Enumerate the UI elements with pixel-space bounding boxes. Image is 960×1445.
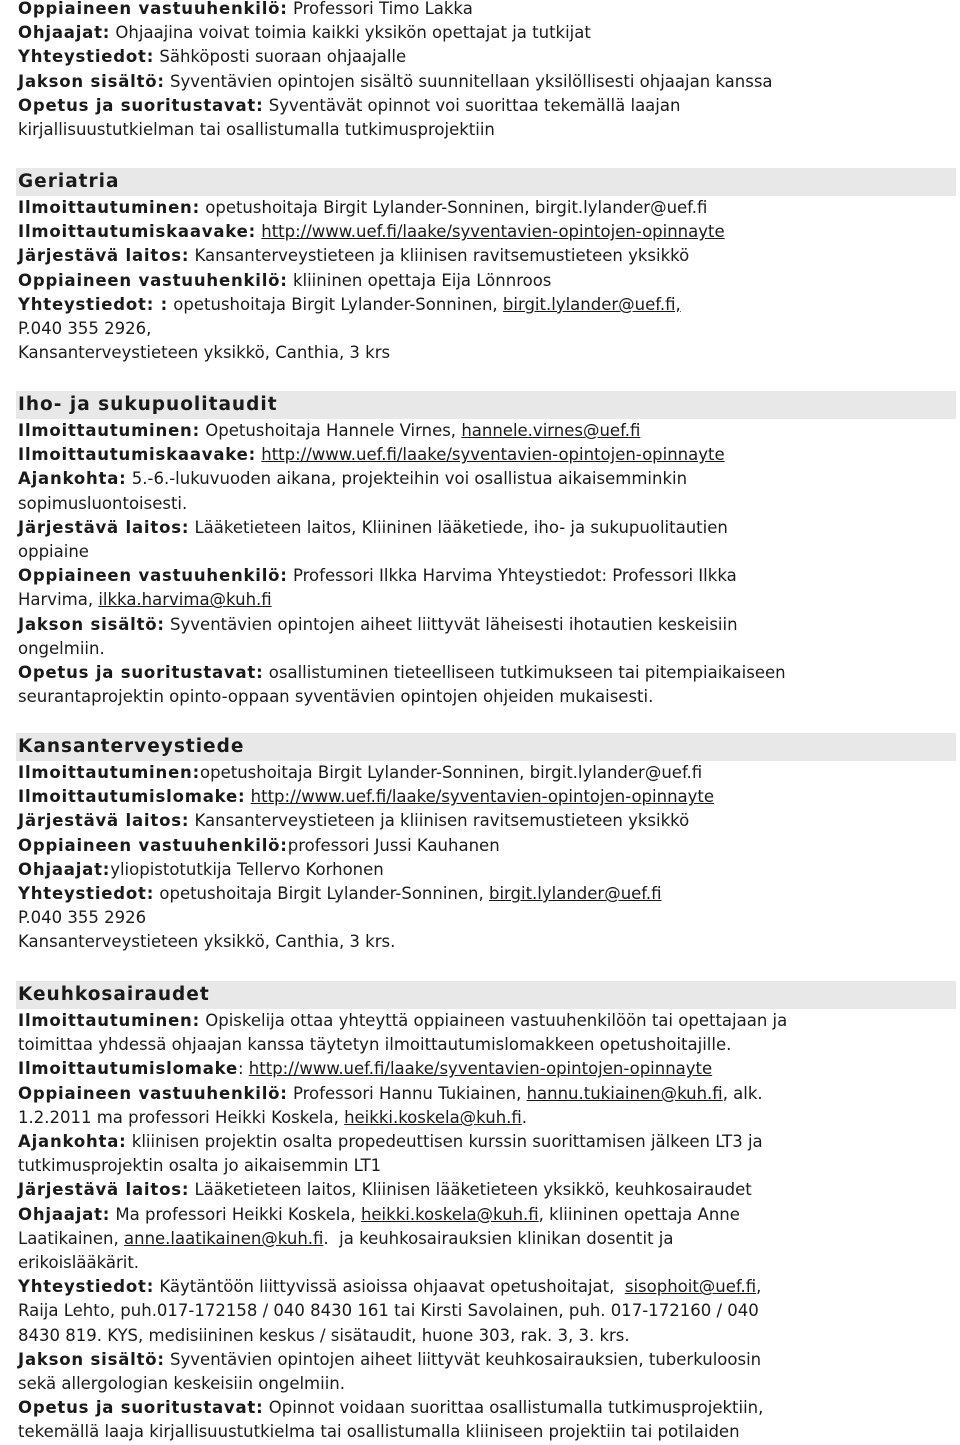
field-value: Kansanterveystieteen ja kliinisen ravitsemustieteen yksikkö [189, 811, 690, 831]
field-label: Yhteystiedot: [18, 47, 155, 67]
text-line [18, 761, 952, 785]
field-value: opetushoitaja Birgit Lylander-Sonninen, birgit.lylander@uef.fi [200, 198, 708, 217]
text-line [18, 540, 952, 564]
field-value: Ma professori Heikki Koskela, [110, 1204, 361, 1224]
field-label: Opetus ja suoritustavat: [18, 1398, 264, 1418]
field-value: seurantaprojektin opinto-oppaan syventävien opintojen ohjeiden mukaisesti. [18, 687, 654, 707]
field-value: Kansanterveystieteen ja kliinisen ravitsemustieteen yksikkö [189, 246, 690, 266]
field-label: Ilmoittautumislomake [18, 1059, 238, 1079]
field-value: professori Jussi Kauhanen [287, 835, 500, 855]
text-line [18, 45, 952, 69]
field-label: Järjestävä laitos: [18, 1180, 190, 1200]
field-value: Raija Lehto, puh.017-172158 / 040 8430 161 tai Kirsti Savolainen, puh. 017-172160 / 040 [18, 1301, 759, 1321]
section-kansanterveystiede [18, 733, 952, 955]
field-label: Järjestävä laitos: [18, 246, 190, 266]
text-line [18, 317, 952, 341]
field-value: , alk. [722, 1083, 763, 1103]
text-line [18, 1396, 952, 1420]
field-value: Professori Ilkka Harvima Yhteystiedot: Professori Ilkka [287, 566, 737, 586]
text-line [18, 516, 952, 540]
text-line [18, 1130, 952, 1154]
text-line [18, 467, 952, 491]
field-label: Ilmoittautumiskaavake: [18, 222, 256, 242]
field-label: Ilmoittautuminen: [18, 198, 200, 217]
text-line [18, 94, 952, 118]
field-value: Ohjaajina voivat toimia kaikki yksikön opettajat ja tutkijat [110, 23, 591, 43]
field-label: Yhteystiedot: [18, 884, 155, 904]
field-value: Harvima, [18, 590, 99, 610]
link[interactable]: anne.laatikainen@kuh.fi [124, 1228, 324, 1248]
text-line [18, 637, 952, 661]
text-line [18, 1203, 952, 1227]
text-line [18, 834, 952, 858]
text-line [18, 492, 952, 516]
text-line [18, 269, 952, 293]
text-line [18, 244, 952, 268]
field-value: toimittaa yhdessä ohjaajan kanssa täytetyn ilmoittautumislomakkeen opetushoitajille. [18, 1035, 732, 1055]
text-line [18, 809, 952, 833]
field-label: Yhteystiedot: [18, 1277, 155, 1297]
text-line [18, 293, 952, 317]
field-value: Syventävien opintojen aiheet liittyvät läheisesti ihotautien keskeisiin [164, 614, 738, 634]
field-value: tutkimusprojektin osalta jo aikaisemmin LT1 [18, 1156, 382, 1176]
link[interactable]: http://www.uef.fi/laake/syventavien-opintojen-opinnayte [248, 1059, 713, 1079]
field-label: Järjestävä laitos: [18, 517, 190, 537]
field-value: yliopistotutkija Tellervo Korhonen [110, 859, 384, 879]
field-value: P.040 355 2926 [18, 908, 147, 928]
field-label: Ohjaajat: [18, 1204, 111, 1224]
field-value: , kliininen opettaja Anne [538, 1204, 740, 1224]
text-line [18, 443, 952, 467]
link[interactable]: hannu.tukiainen@kuh.fi [526, 1083, 723, 1103]
field-value: opetushoitaja Birgit Lylander-Sonninen, [168, 294, 503, 314]
field-value: Opinnot voidaan suorittaa osallistumalla tutkimusprojektiin, [263, 1398, 764, 1418]
text-line [18, 0, 952, 21]
field-value: : [237, 1059, 249, 1079]
link[interactable]: heikki.koskela@kuh.fi [344, 1107, 522, 1127]
field-label: Oppiaineen vastuuhenkilö: [18, 270, 288, 290]
field-label: Jakson sisältö: [18, 71, 165, 91]
text-line [18, 220, 952, 244]
text-line [18, 882, 952, 906]
text-line [18, 1275, 952, 1299]
intro-section [18, 0, 952, 142]
link[interactable]: birgit.lylander@uef.fi, [502, 294, 681, 314]
text-line [18, 341, 952, 365]
field-value: oppiaine [18, 542, 89, 562]
field-value: kirjallisuustutkielman tai osallistumalla tutkimusprojektiin [18, 120, 495, 140]
field-value: ongelmiin. [18, 638, 105, 658]
text-line [18, 1082, 952, 1106]
field-value: Kansanterveystieteen yksikkö, Canthia, 3 krs. [18, 932, 396, 952]
field-value: opetushoitaja Birgit Lylander-Sonninen, birgit.lylander@uef.fi [200, 763, 703, 782]
text-line [18, 118, 952, 142]
field-value: erikoislääkärit. [18, 1253, 140, 1273]
text-line [18, 1420, 952, 1444]
link[interactable]: http://www.uef.fi/laake/syventavien-opintojen-opinnayte [250, 787, 715, 807]
field-value: P.040 355 2926, [18, 319, 152, 339]
text-line [18, 1348, 952, 1372]
field-value: . ja keuhkosairauksien klinikan dosentit ja [323, 1228, 674, 1248]
text-line [18, 21, 952, 45]
field-value: Professori Timo Lakka [287, 0, 473, 18]
field-value: Professori Hannu Tukiainen, [287, 1083, 527, 1103]
text-line [18, 906, 952, 930]
text-line [18, 1372, 952, 1396]
link[interactable]: birgit.lylander@uef.fi [488, 884, 662, 904]
field-value: 5.-6.-lukuvuoden aikana, projekteihin voi osallistua aikaisemminkin [126, 469, 688, 489]
section-keuhkosairaudet [18, 981, 952, 1445]
field-value: Lääketieteen laitos, Kliininen lääketiede, iho- ja sukupuolitautien [189, 517, 728, 537]
field-value: Syventävien opintojen sisältö suunnitellaan yksilöllisesti ohjaajan kanssa [164, 71, 773, 91]
text-line [18, 1033, 952, 1057]
text-line [18, 1009, 952, 1033]
field-value: Lääketieteen laitos, Kliinisen lääketieteen yksikkö, keuhkosairaudet [189, 1180, 752, 1200]
field-label: Opetus ja suoritustavat: [18, 663, 264, 683]
link[interactable]: http://www.uef.fi/laake/syventavien-opintojen-opinnayte [261, 445, 725, 465]
link[interactable]: sisophoit@uef.fi [624, 1277, 757, 1297]
text-line [18, 661, 952, 685]
field-label: Ilmoittautuminen: [18, 1011, 200, 1030]
text-line [18, 1178, 952, 1202]
field-value: kliininen opettaja Eija Lönnroos [287, 270, 552, 290]
field-value: . [521, 1107, 528, 1127]
text-line [18, 613, 952, 637]
text-line [18, 1251, 952, 1275]
section-geriatria [18, 168, 952, 365]
field-label: Oppiaineen vastuuhenkilö: [18, 1083, 288, 1103]
text-line [18, 419, 952, 443]
field-value: , [756, 1277, 762, 1297]
text-line [18, 685, 952, 709]
field-value: Kansanterveystieteen yksikkö, Canthia, 3 krs [18, 343, 391, 363]
link[interactable]: hannele.virnes@uef.fi [461, 421, 641, 440]
field-value: kliinisen projektin osalta propedeuttisen kurssin suorittamisen jälkeen LT3 ja [126, 1132, 763, 1152]
field-value: 8430 819. KYS, medisiininen keskus / sisätaudit, huone 303, rak. 3, 3. krs. [18, 1325, 630, 1345]
field-value: Laatikainen, [18, 1228, 124, 1248]
link[interactable]: heikki.koskela@kuh.fi [360, 1204, 539, 1224]
field-value: Opiskelija ottaa yhteyttä oppiaineen vastuuhenkilöön tai opettajaan ja [200, 1011, 788, 1030]
link[interactable]: http://www.uef.fi/laake/syventavien-opintojen-opinnayte [261, 222, 725, 242]
field-label: Ajankohta: [18, 1132, 127, 1152]
field-label: Oppiaineen vastuuhenkilö: [18, 835, 288, 855]
field-label: Ilmoittautuminen: [18, 421, 200, 440]
text-line [18, 1227, 952, 1251]
field-label: Jakson sisältö: [18, 1349, 165, 1369]
field-value: sopimusluontoisesti. [18, 493, 188, 513]
field-value: tekemällä laaja kirjallisuustutkielma tai osallistumalla kliiniseen projektiin tai potilaiden [18, 1422, 740, 1442]
field-label: Yhteystiedot: : [18, 294, 169, 314]
field-label: Oppiaineen vastuuhenkilö: [18, 0, 288, 18]
field-value: 1.2.2011 ma professori Heikki Koskela, [18, 1107, 345, 1127]
field-value: osallistuminen tieteelliseen tutkimukseen tai pitempiaikaiseen [263, 663, 786, 683]
field-label: Ilmoittautumiskaavake: [18, 445, 256, 465]
text-line [18, 1299, 952, 1323]
text-line [18, 70, 952, 94]
text-line [18, 930, 952, 954]
section-heading: Geriatria [16, 168, 956, 196]
link[interactable]: ilkka.harvima@kuh.fi [98, 590, 272, 610]
text-line [18, 1057, 952, 1081]
text-line [18, 858, 952, 882]
field-value: opetushoitaja Birgit Lylander-Sonninen, [154, 884, 489, 904]
section-iho-ja-sukupuolitaudit [18, 391, 952, 709]
field-label: Opetus ja suoritustavat: [18, 95, 264, 115]
field-label: Ohjaajat: [18, 23, 111, 43]
text-line [18, 785, 952, 809]
text-line [18, 564, 952, 588]
field-value: Syventävien opintojen aiheet liittyvät keuhkosairauksien, tuberkuloosin [164, 1349, 762, 1369]
field-value: Opetushoitaja Hannele Virnes, [200, 421, 462, 440]
text-line [18, 1324, 952, 1348]
field-label: Oppiaineen vastuuhenkilö: [18, 566, 288, 586]
field-label: Ajankohta: [18, 469, 127, 489]
field-value: Käytäntöön liittyvissä asioissa ohjaavat opetushoitajat, [154, 1277, 625, 1297]
text-line [18, 1154, 952, 1178]
field-label: Ilmoittautuminen: [18, 763, 200, 782]
section-heading: Keuhkosairaudet [16, 981, 956, 1009]
section-heading: Kansanterveystiede [16, 733, 956, 761]
text-line [18, 588, 952, 612]
field-label: Ilmoittautumislomake: [18, 787, 246, 807]
text-line [18, 1106, 952, 1130]
field-value: sekä allergologian keskeisiin ongelmiin. [18, 1374, 346, 1394]
field-value: Sähköposti suoraan ohjaajalle [154, 47, 407, 67]
field-label: Jakson sisältö: [18, 614, 165, 634]
text-line [18, 196, 952, 220]
field-value: Syventävät opinnot voi suorittaa tekemällä laajan [263, 95, 681, 115]
field-label: Ohjaajat: [18, 859, 111, 879]
section-heading: Iho- ja sukupuolitaudit [16, 391, 956, 419]
field-label: Järjestävä laitos: [18, 811, 190, 831]
